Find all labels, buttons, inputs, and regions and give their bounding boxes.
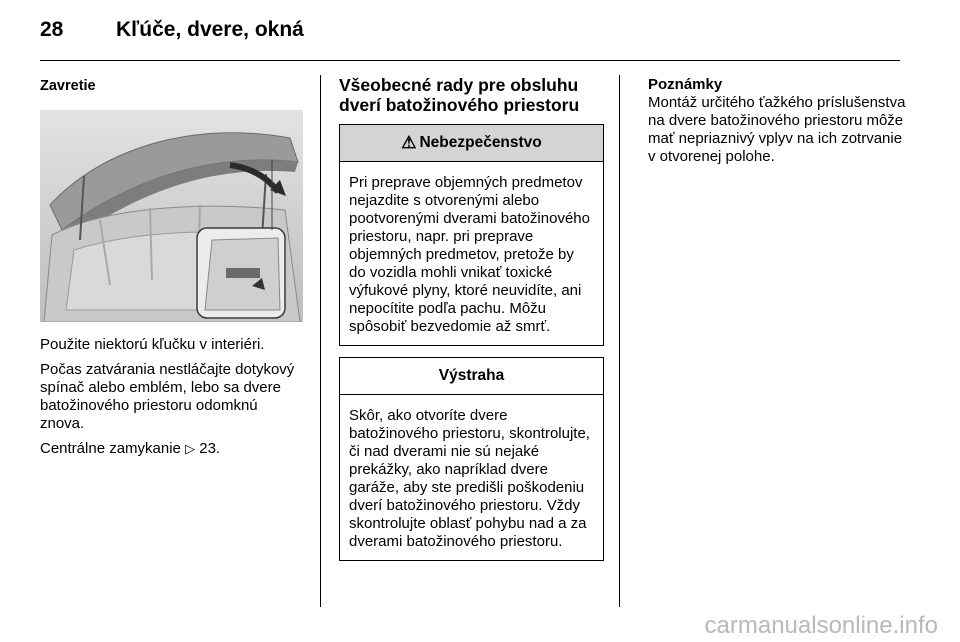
notes-title: Poznámky: [648, 76, 723, 93]
central-locking-page-ref: 23.: [199, 440, 221, 457]
caution-box-header: [340, 358, 603, 395]
section-title: Všeobecné rady pre obsluhu dverí batožinového priestoru: [339, 75, 580, 115]
column-right: [648, 70, 910, 166]
danger-box-header: [340, 125, 603, 162]
column-divider-left: [320, 75, 321, 607]
instruction-touch-switch: Počas zatvárania nestláčajte dotykový spínač alebo emblém, lebo sa dvere batožinového priestoru odomknú znova.: [40, 361, 295, 432]
caution-box: [339, 357, 604, 561]
closing-subheading: Zavretie: [40, 78, 96, 94]
column-left: [40, 70, 305, 458]
tailgate-closing-illustration: [40, 110, 303, 322]
header-divider: [40, 60, 900, 61]
column-divider-right: [619, 75, 620, 607]
warning-triangle-icon: ⚠: [401, 133, 417, 152]
column-middle: [339, 70, 604, 561]
watermark: carmanualsonline.info: [704, 612, 938, 639]
page-reference-arrow-icon: ▷: [185, 441, 196, 456]
central-locking-text: Centrálne zamykanie: [40, 440, 181, 457]
central-locking-reference: [40, 440, 305, 458]
danger-text: Pri preprave objemných predmetov nejazdite s otvorenými alebo pootvorenými dverami batožinového priestoru, napr. pri preprave objemných predmetov, pretože by do vozidla mohli vnikať toxické výfukové plyny, ktoré neuvidíte, ani nepocítite podľa pachu. Môžu spôsobiť bezvedomie až smrť.: [349, 174, 590, 335]
caution-text: Skôr, ako otvoríte dvere batožinového priestoru, skontrolujte, či nad dverami nie sú nejaké prekážky, ako napríklad dvere garáže, aby ste predišli poškodeniu dverí batožinového priestoru. Vždy skontrolujte oblasť pohybu nad a za dverami batožinového priestoru.: [349, 407, 590, 550]
danger-box: [339, 124, 604, 346]
danger-label: Nebezpečenstvo: [419, 134, 542, 151]
page-number: 28: [40, 18, 64, 41]
page-title: Kľúče, dvere, okná: [116, 18, 304, 41]
notes-text: Montáž určitého ťažkého príslušenstva na dvere batožinového priestoru môže mať nepriaznivý vplyv na ich zotrvanie v otvorenej polohe.: [648, 94, 906, 165]
instruction-handle: Použite niektorú kľučku v interiéri.: [40, 336, 265, 353]
caution-label: Výstraha: [438, 367, 505, 384]
